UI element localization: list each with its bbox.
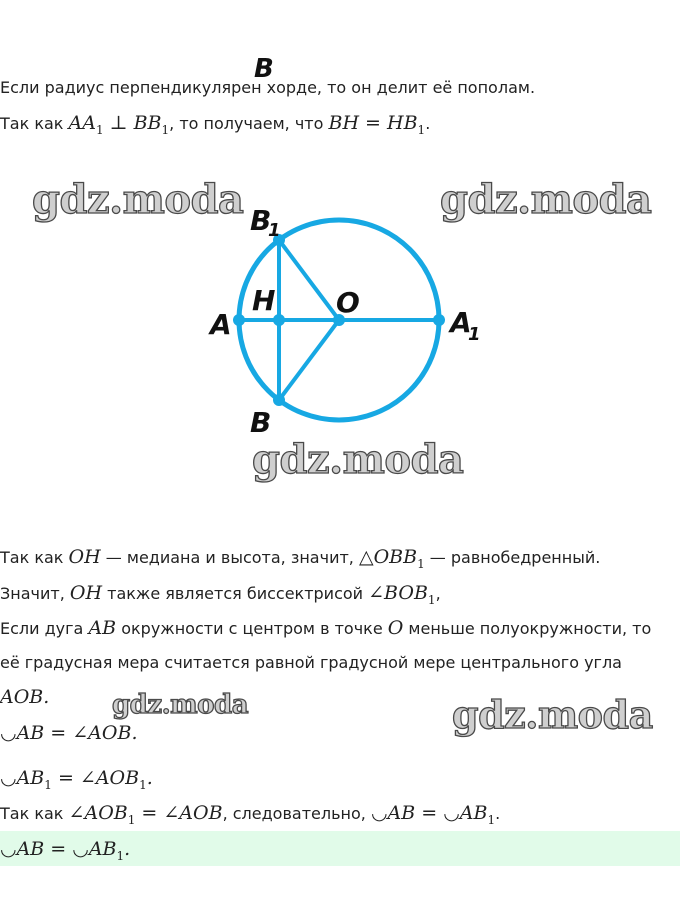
text-line-2: Так как $AA_1$ ⊥ $BB_1$, то получаем, что BH = $HB_1$.	[0, 112, 431, 137]
watermark: gdz.moda	[440, 176, 652, 223]
label-B1: B	[250, 204, 272, 237]
text-para-5: AOB.	[0, 686, 50, 708]
text-para-2: Значит, OH также является биссектрисой $\angle BOB_1$,	[0, 582, 441, 607]
watermark: gdz.moda	[452, 692, 653, 737]
text-para-6: Так как $\angle AOB_1$ = ∠AOB, следовательно, ◡AB = $◡AB_1$.	[0, 802, 501, 827]
text-para-3: Если дуга AB окружности с центром в точке O меньше полуокружности, то	[0, 617, 652, 639]
text-line-1: Если радиус перпендикулярен хорде, то он делит её пополам.	[0, 78, 536, 97]
label-A: A	[210, 308, 232, 341]
radius-OB1	[279, 240, 339, 320]
point-B	[273, 394, 285, 406]
watermark: gdz.moda	[32, 176, 244, 223]
equation-2: $◡AB_1$ = $\angle AOB_1$.	[0, 767, 153, 792]
text-para-1: Так как OH — медиана и высота, значит, $\triangle OBB_1$ — равнобедренный.	[0, 546, 601, 571]
label-B: B	[250, 406, 272, 439]
cut-off-header-glyph: B	[254, 54, 274, 84]
label-O: O	[336, 286, 360, 319]
point-A	[233, 314, 245, 326]
label-B1-sub: 1	[268, 220, 281, 241]
point-A1	[433, 314, 445, 326]
label-H: H	[252, 284, 276, 317]
label-A1: A	[450, 306, 472, 339]
equation-1: ◡AB = ∠AOB.	[0, 722, 138, 744]
label-A1-sub: 1	[468, 324, 481, 345]
text-para-4: её градусная мера считается равной градусной мере центрального угла	[0, 653, 622, 672]
radius-OB	[279, 320, 339, 400]
watermark: gdz.moda	[112, 690, 249, 720]
watermark: gdz.moda	[252, 436, 464, 483]
final-answer: ◡AB = $◡AB_1$.	[0, 838, 131, 863]
